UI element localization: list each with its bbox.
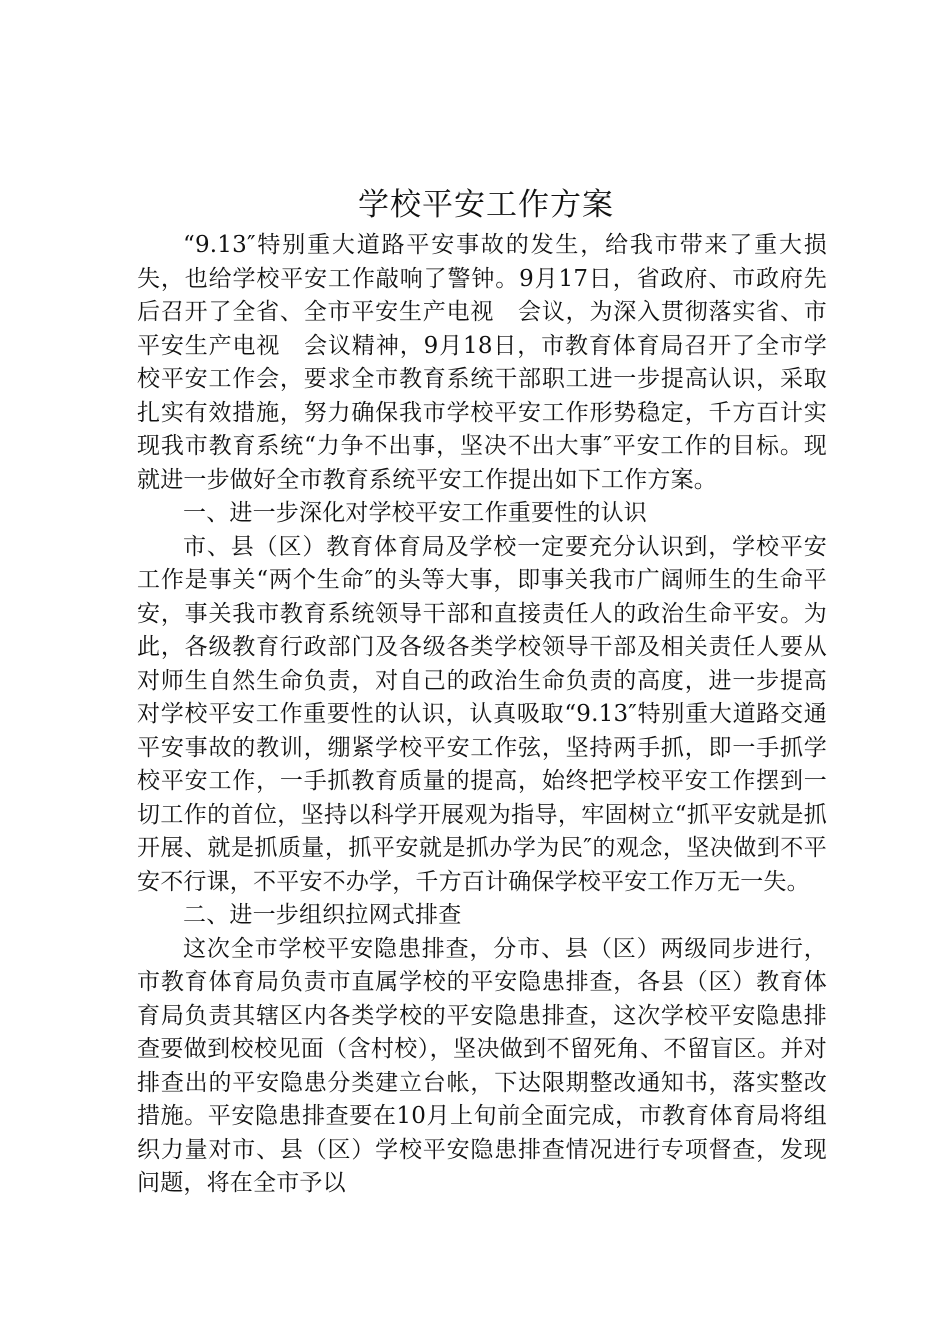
- paragraph-section-1: 市、县（区）教育体育局及学校一定要充分认识到，学校平安工作是事关“两个生命″的头等大事，即事关我市广阔师生的生命平安，事关我市教育系统领导干部和直接责任人的政治生命平安。为此，各级教育行政部门及各级各类学校领导干部及相关责任人要从对师生自然生命负责，对自己的政治生命负责的高度，进一步提高对学校平安工作重要性的认识，认真吸取“9.13″特别重大道路交通平安事故的教训，绷紧学校平安工作弦，坚持两手抓，即一手抓学校平安工作，一手抓教育质量的提高，始终把学校平安工作摆到一切工作的首位，坚持以科学开展观为指导，牢固树立“抓平安就是抓开展、就是抓质量，抓平安就是抓办学为民″的观念，坚决做到不平安不行课，不平安不办学，千方百计确保学校平安工作万无一失。: [137, 533, 827, 895]
- document-title: 学校平安工作方案: [358, 187, 614, 223]
- section-heading-1: 一、进一步深化对学校平安工作重要性的认识: [183, 500, 647, 526]
- section-heading-2: 二、进一步组织拉网式排查: [183, 902, 462, 928]
- document-page: [137, 183, 827, 1201]
- paragraph-intro: “9.13″特别重大道路平安事故的发生，给我市带来了重大损失，也给学校平安工作敲响了警钟。9月17日，省政府、市政府先后召开了全省、全市平安生产电视 会议，为深入贯彻落实省、市平安生产电视 会议精神，9月18日，市教育体育局召开了全市学校平安工作会，要求全市教育系统干部职工进一步提高认识，采取扎实有效措施，努力确保我市学校平安工作形势稳定，千方百计实现我市教育系统“力争不出事，坚决不出大事″平安工作的目标。现就进一步做好全市教育系统平安工作提出如下工作方案。: [137, 232, 827, 493]
- paragraph-section-2: 这次全市学校平安隐患排查，分市、县（区）两级同步进行，市教育体育局负责市直属学校的平安隐患排查，各县（区）教育体育局负责其辖区内各类学校的平安隐患排查，这次学校平安隐患排查要做到校校见面（含村校），坚决做到不留死角、不留盲区。并对排查出的平安隐患分类建立台帐，下达限期整改通知书，落实整改措施。平安隐患排查要在10月上旬前全面完成，市教育体育局将组织力量对市、县（区）学校平安隐患排查情况进行专项督查，发现问题，将在全市予以: [137, 935, 827, 1196]
